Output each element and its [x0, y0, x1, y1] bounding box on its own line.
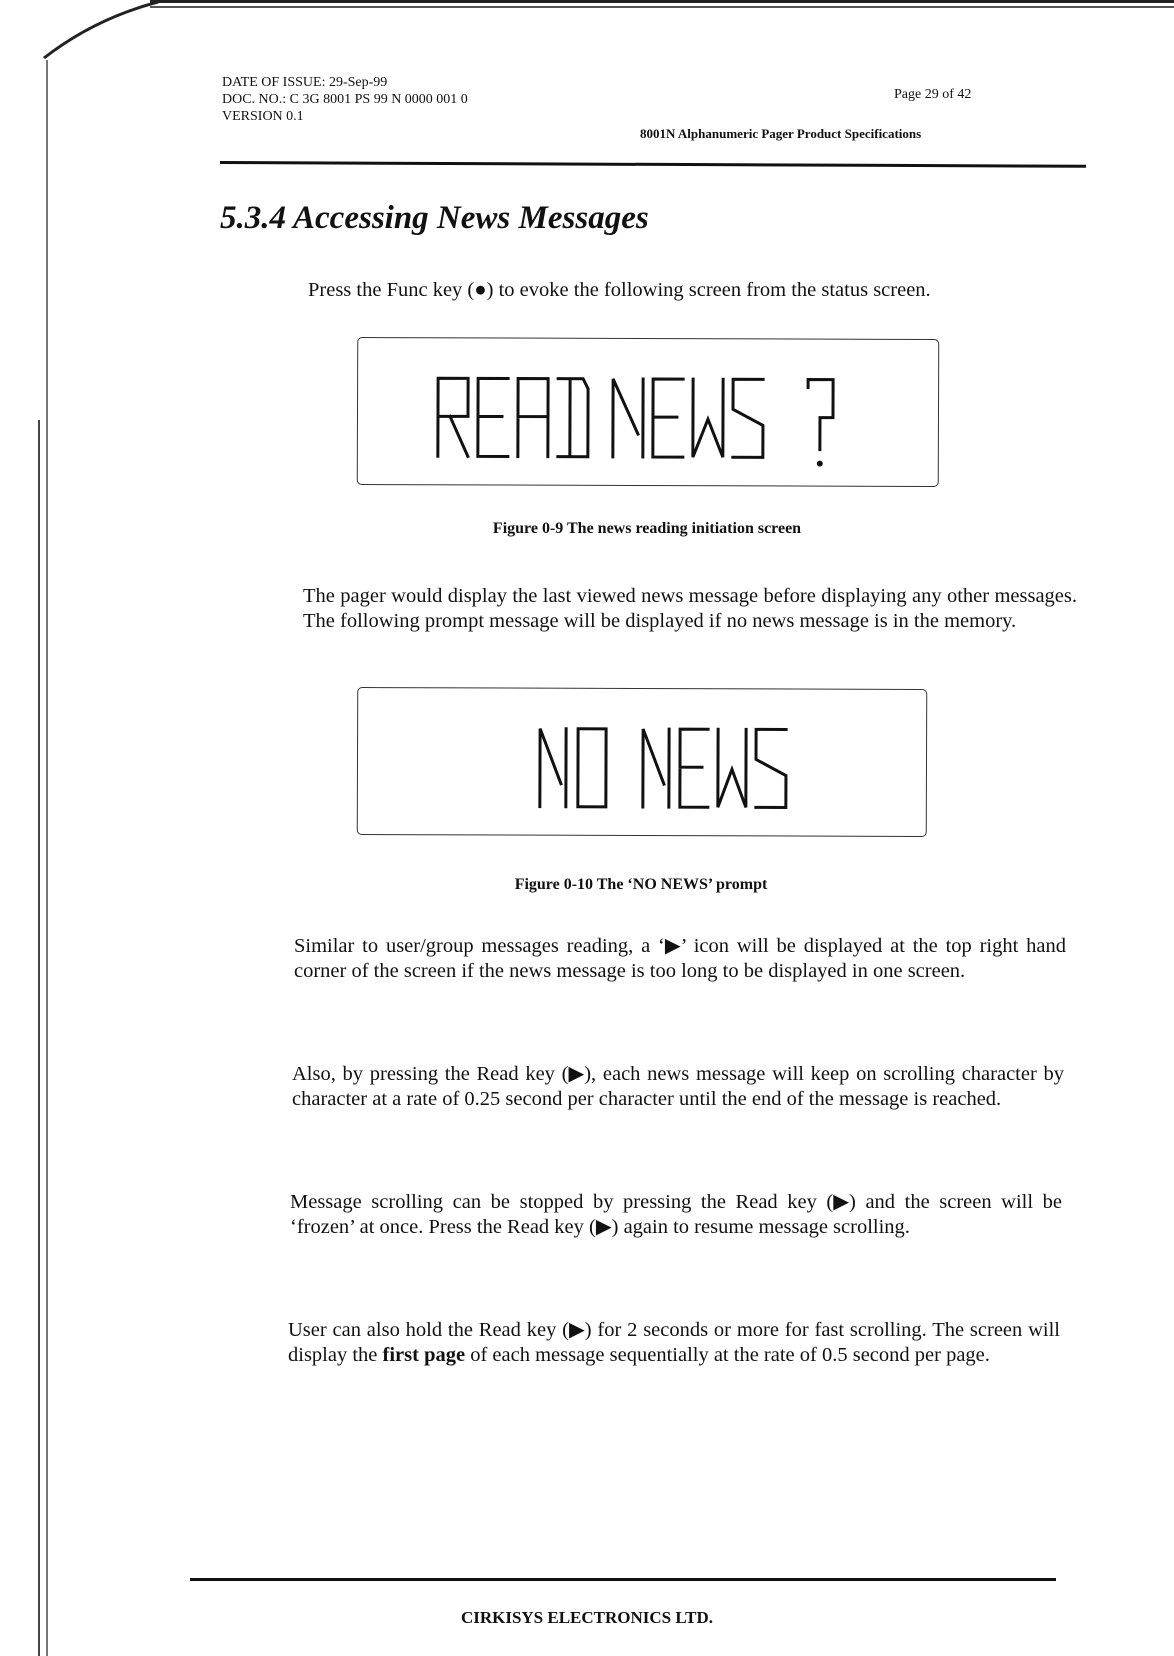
read-key-icon: ▶ — [595, 1216, 612, 1238]
lcd-screen-read-news — [357, 337, 940, 487]
scan-edge-left — [46, 60, 48, 1656]
p3-text-b: ’ icon will be displayed at the top right hand corner of the screen if the news message is too long to be displayed in one screen. — [294, 935, 1066, 982]
footer-rule — [190, 1578, 1056, 1581]
p1-text-b: ) to evoke the following screen from the status screen. — [486, 279, 931, 301]
figure-caption-2: Figure 0-10 The ‘NO NEWS’ prompt — [514, 876, 768, 893]
doc-version: VERSION 0.1 — [222, 109, 304, 124]
p1-text-a: Press the Func key ( — [308, 279, 475, 301]
scan-edge-left-inner — [38, 420, 40, 1656]
play-arrow-icon: ▶ — [664, 935, 681, 957]
p5-text-b: ) and the screen will be ‘frozen’ at once. Press the Read key ( — [290, 1191, 1062, 1238]
read-key-icon: ▶ — [568, 1319, 585, 1341]
lcd-char-s — [756, 729, 786, 807]
paragraph-scroll-stop — [290, 1190, 1062, 1240]
lcd-char-n2 — [643, 729, 669, 807]
p6-text-a: User can also hold the Read key ( — [288, 1319, 569, 1341]
header-rule — [220, 161, 1086, 168]
lcd-char-w — [718, 729, 746, 807]
lcd-char-s — [733, 379, 763, 457]
read-key-icon: ▶ — [833, 1191, 850, 1213]
lcd-char-o — [578, 729, 606, 807]
date-of-issue: DATE OF ISSUE: 29-Sep-99 — [222, 75, 388, 90]
doc-meta — [222, 74, 468, 125]
lcd-char-a — [518, 379, 548, 457]
p6-text-b: ) for 2 seconds or more for fast scrolling. The screen will display the — [288, 1319, 1060, 1366]
lcd-segment-display — [358, 338, 939, 486]
read-key-icon: ▶ — [568, 1063, 585, 1085]
p5-text-c: ) again to resume message scrolling. — [611, 1216, 910, 1238]
figure-caption-1: Figure 0-9 The news reading initiation screen — [492, 520, 802, 537]
p4-text-a: Also, by pressing the Read key ( — [292, 1063, 569, 1085]
lcd-char-n — [613, 379, 643, 457]
lcd-screen-no-news — [357, 687, 928, 837]
paragraph-arrow-icon — [294, 934, 1066, 984]
p4-text-b: ), each news message will keep on scrolling character by character at a rate of 0.25 second per character until the end of the message is reached. — [292, 1063, 1064, 1110]
paragraph-last-viewed — [303, 584, 1077, 634]
lcd-char-d — [558, 379, 588, 457]
lcd-char-r — [438, 378, 468, 456]
lcd-char-e — [478, 378, 508, 456]
paragraph-read-key-scroll — [292, 1062, 1064, 1112]
section-title: 5.3.4 Accessing News Messages — [220, 200, 649, 236]
doc-number: DOC. NO.: C 3G 8001 PS 99 N 0000 001 0 — [222, 92, 468, 107]
first-page-emphasis: first page — [382, 1344, 466, 1366]
p2-text: The pager would display the last viewed news message before displaying any other messages. The following prompt message will be displayed if no news message is in the memory. — [303, 585, 1077, 632]
p6-text-c: of each message sequentially at the rate of 0.5 second per page. — [465, 1344, 990, 1366]
p5-text-a: Message scrolling can be stopped by pressing the Read key ( — [290, 1191, 834, 1213]
lcd-char-w — [693, 379, 723, 457]
lcd-char-e — [680, 729, 708, 807]
lcd-char-question — [808, 380, 833, 450]
lcd-segment-display-2 — [358, 688, 927, 836]
footer-company: CIRKISYS ELECTRONICS LTD. — [460, 1608, 714, 1627]
lcd-char-e2 — [653, 379, 683, 457]
doc-title: 8001N Alphanumeric Pager Product Specifications — [640, 126, 922, 141]
paragraph-func-key — [308, 278, 1038, 303]
func-key-icon: ● — [474, 279, 487, 301]
lcd-char-n — [540, 729, 566, 807]
page-number: Page 29 of 42 — [894, 87, 972, 102]
page-header — [0, 0, 1174, 170]
paragraph-fast-scroll — [288, 1318, 1060, 1368]
p3-text-a: Similar to user/group messages reading, a ‘ — [294, 935, 665, 957]
